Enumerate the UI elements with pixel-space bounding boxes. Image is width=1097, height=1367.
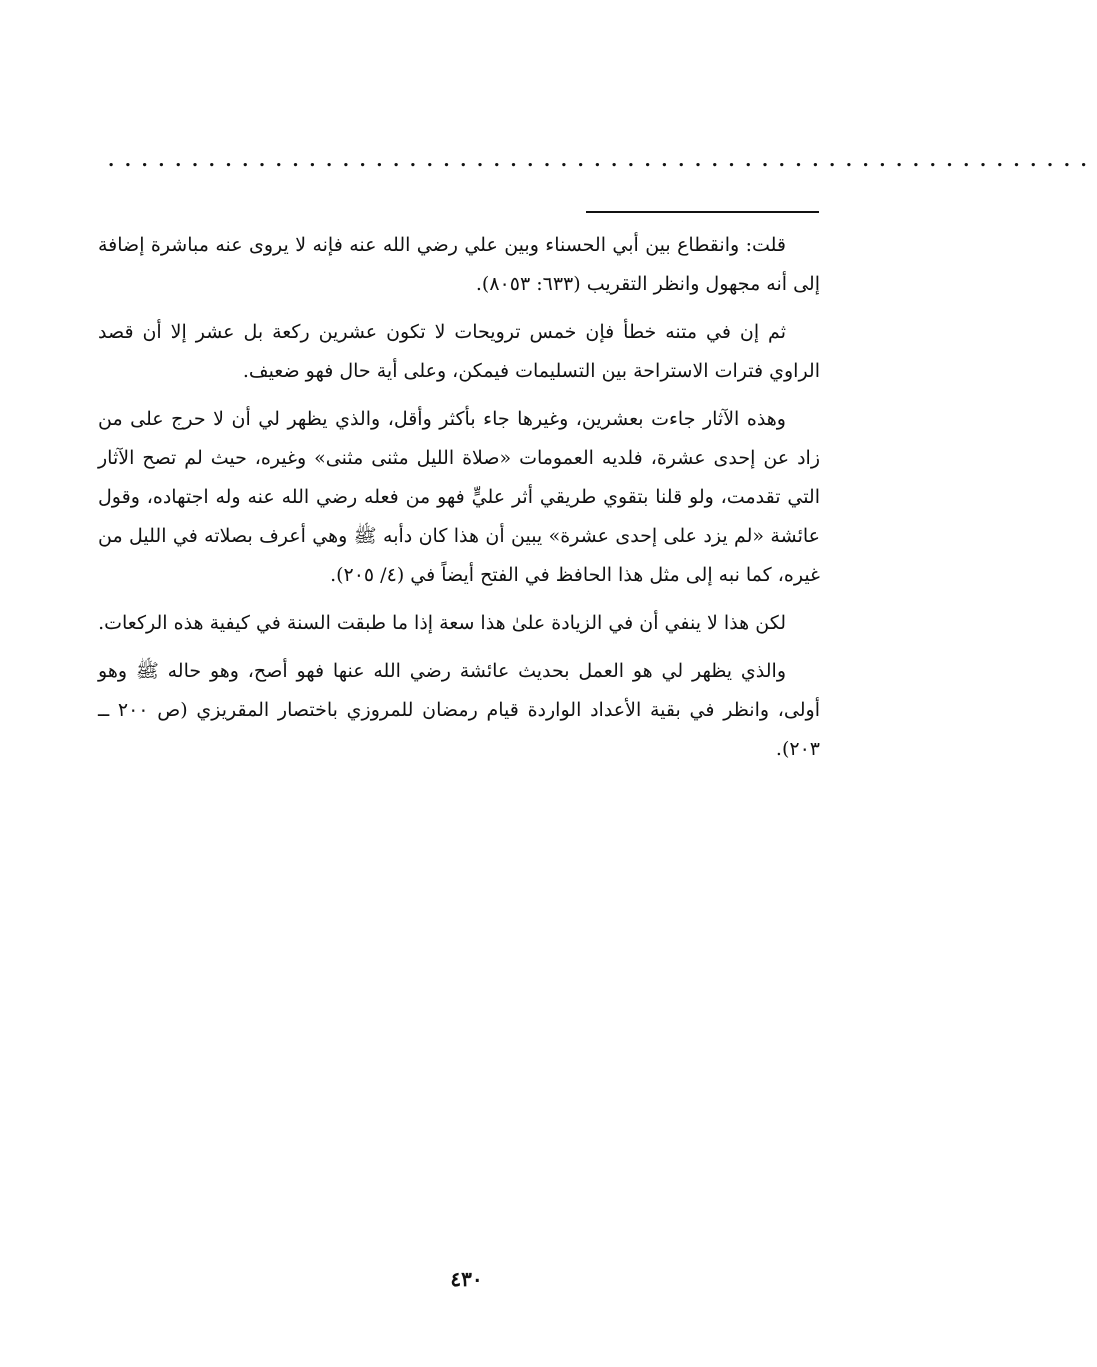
paragraph-1: قلت: وانقطاع بين أبي الحسناء وبين علي رضي الله عنه فإنه لا يروى عنه مباشرة إضافة إلى أنه مجهول وانظر التقريب (٦٣٣: ٨٠٥٣). bbox=[98, 234, 820, 295]
footnote-rule bbox=[586, 211, 819, 213]
paragraph-5: والذي يظهر لي هو العمل بحديث عائشة رضي الله عنها فهو أصح، وهو حاله ﷺ وهو أولى، وانظر في بقية الأعداد الواردة قيام رمضان للمروزي باختصار المقريزي (ص ٢٠٠ ــ ٢٠٣). bbox=[98, 660, 820, 760]
paragraph-3: وهذه الآثار جاءت بعشرين، وغيرها جاء بأكثر وأقل، والذي يظهر لي أن لا حرج على من زاد عن إحدى عشرة، فلديه العمومات «صلاة الليل مثنى مثنى» وغيره، حيث لم تصح الآثار التي تقدمت، ولو قلنا بتقوي طريقي أثر عليٍّ فهو من فعله رضي الله عنه وله اجتهاده، وقول عائشة «لم يزد على إحدى عشرة» يبين أن هذا كان دأبه ﷺ وهي أعرف بصلاته في الليل من غيره، كما نبه إلى مثل هذا الحافظ في الفتح أيضاً في (٤/ ٢٠٥). bbox=[98, 408, 820, 586]
dotted-separator: ........................................................... bbox=[108, 150, 1097, 171]
page-number: ٤٣٠ bbox=[450, 1267, 483, 1291]
paragraph-4: لكن هذا لا ينفي أن في الزيادة علىٰ هذا سعة إذا ما طبقت السنة في كيفية هذه الركعات. bbox=[98, 612, 786, 634]
paragraph-2: ثم إن في متنه خطأ فإن خمس ترويحات لا تكون عشرين ركعة بل عشر إلا أن قصد الراوي فترات الاستراحة بين التسليمات فيمكن، وعلى أية حال فهو ضعيف. bbox=[98, 321, 820, 382]
footnote-text bbox=[98, 226, 820, 778]
